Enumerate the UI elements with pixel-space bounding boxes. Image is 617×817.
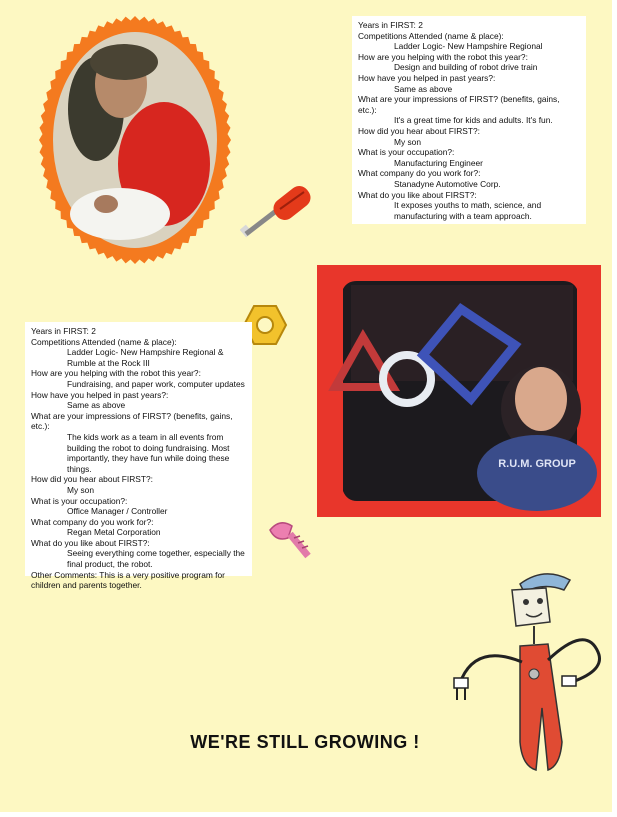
survey-answer: final product, the robot. <box>67 559 153 570</box>
survey-question: Competitions Attended (name & place): <box>31 336 177 347</box>
survey-question: Years in FIRST: 2 <box>31 326 96 336</box>
screwdriver-icon <box>240 184 318 244</box>
survey-answer: things. <box>67 463 92 474</box>
survey-question: What do you like about FIRST?: <box>31 537 150 548</box>
survey-question: children and parents together. <box>31 580 142 591</box>
survey-question: What are your impressions of FIRST? (benefits, gains, <box>31 410 233 421</box>
survey-question: Other Comments: This is a very positive program for <box>31 569 225 580</box>
survey-answer: Ladder Logic- New Hampshire Regional <box>394 41 543 52</box>
survey-card-1 <box>352 16 586 224</box>
survey-answer: Rumble at the Rock III <box>67 357 150 368</box>
page-headline: WE'RE STILL GROWING ! <box>190 732 420 752</box>
survey-question: How have you helped in past years?: <box>31 389 169 400</box>
survey-answer: Manufacturing Engineer <box>394 157 483 168</box>
survey-question: How are you helping with the robot this year?: <box>31 368 201 379</box>
screw-icon <box>266 516 314 562</box>
survey-answer: Fundraising, and paper work, computer updates <box>67 378 245 389</box>
survey-answer: importantly, they have fun while doing these <box>67 453 230 464</box>
survey-answer: Ladder Logic- New Hampshire Regional & <box>67 347 224 358</box>
survey-question: What company do you work for?: <box>358 168 481 179</box>
survey-question: What is your occupation?: <box>31 495 128 506</box>
survey-answer: It exposes youths to math, science, and <box>394 200 542 211</box>
photo-man-at-table <box>53 32 217 248</box>
photo-woman-with-logo <box>335 281 597 511</box>
rect-photo-frame <box>311 259 607 523</box>
survey-question: How did you hear about FIRST?: <box>358 125 480 136</box>
survey-answer: My son <box>394 136 421 147</box>
survey-answer: My son <box>67 484 94 495</box>
survey-answer: Office Manager / Controller <box>67 506 168 517</box>
survey-question: What are your impressions of FIRST? (benefits, gains, <box>358 94 560 105</box>
survey-answer: Regan Metal Corporation <box>67 527 161 538</box>
survey-answer: Design and building of robot drive train <box>394 62 538 73</box>
shirt-text: R.U.M. GROUP <box>498 458 576 470</box>
survey-question: etc.): <box>31 421 50 432</box>
survey-question: What do you like about FIRST?: <box>358 189 477 200</box>
survey-answer: Stanadyne Automotive Corp. <box>394 178 501 189</box>
survey-answer: It's a great time for kids and adults. It's fun. <box>394 115 553 126</box>
oval-photo-frame <box>36 14 234 266</box>
survey-question: Competitions Attended (name & place): <box>358 30 504 41</box>
survey-question: What is your occupation?: <box>358 147 455 158</box>
survey-answer: The kids work as a team in all events from <box>67 431 224 442</box>
survey-question: What company do you work for?: <box>31 516 154 527</box>
survey-answer: building the robot to doing fundraising. Most <box>67 442 230 453</box>
survey-card-2 <box>25 322 252 591</box>
survey-answer: manufacturing with a team approach. <box>394 210 532 221</box>
survey-answer: Same as above <box>67 400 126 411</box>
survey-question: Years in FIRST: 2 <box>358 20 423 30</box>
survey-answer: Same as above <box>394 83 453 94</box>
survey-question: How have you helped in past years?: <box>358 72 496 83</box>
survey-question: How are you helping with the robot this year?: <box>358 51 528 62</box>
survey-question: etc.): <box>358 104 377 115</box>
survey-answer: Seeing everything come together, especially the <box>67 548 245 559</box>
robot-character-drawing <box>448 566 610 780</box>
survey-question: How did you hear about FIRST?: <box>31 474 153 485</box>
